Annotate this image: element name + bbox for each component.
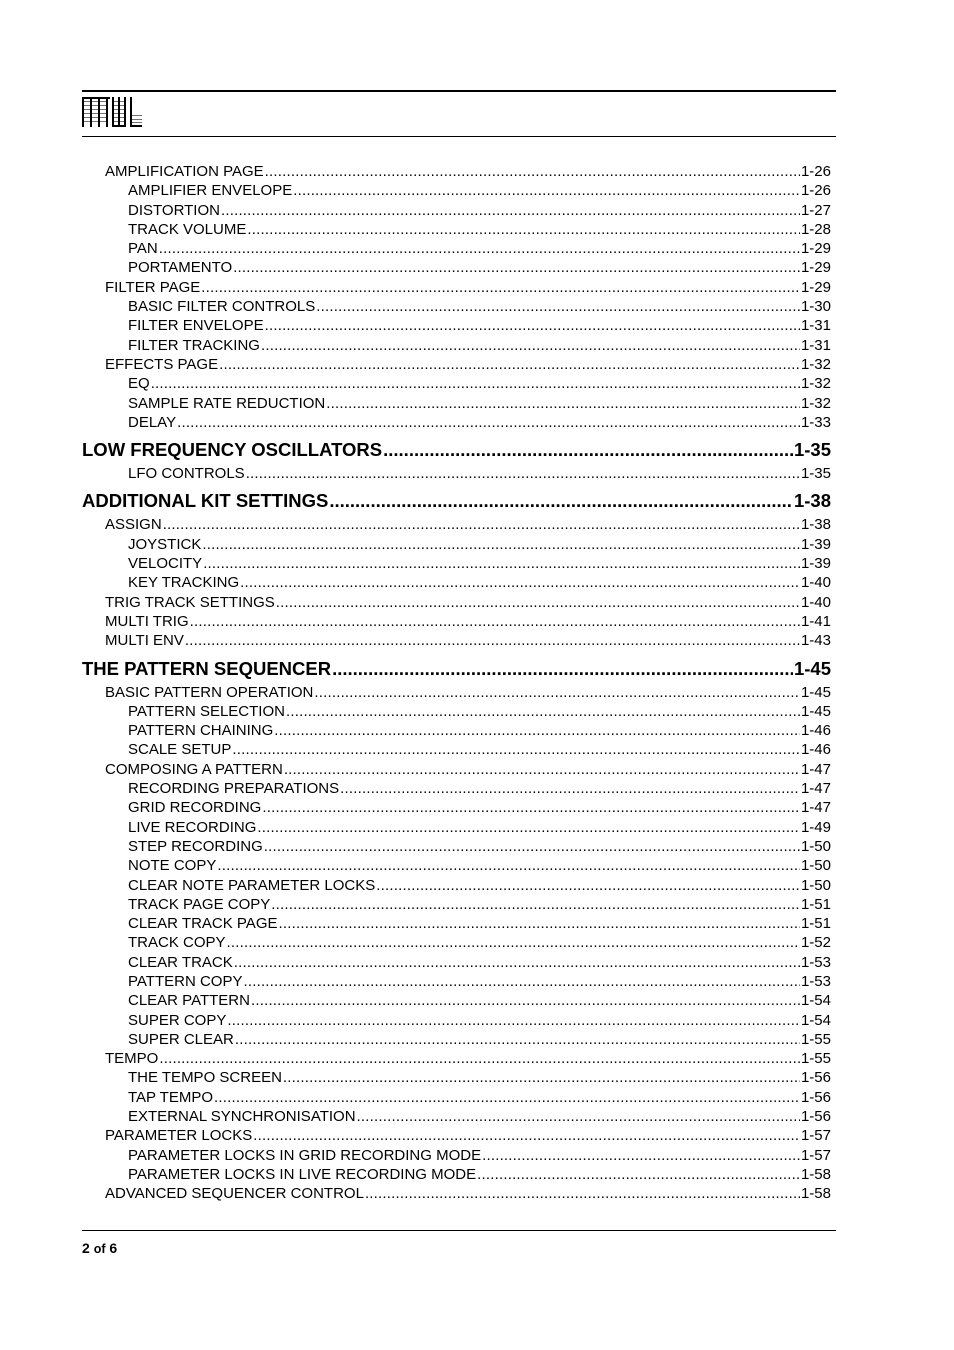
toc-entry-title: TAP TEMPO [128, 1088, 214, 1106]
toc-entry-title: BASIC PATTERN OPERATION [105, 683, 314, 701]
toc-dot-leader [190, 612, 800, 631]
toc-dot-leader [214, 1088, 800, 1107]
toc-entry[interactable] [82, 278, 831, 297]
toc-entry-page: 1-50 [800, 876, 831, 894]
toc-entry-title: FILTER ENVELOPE [128, 317, 264, 335]
toc-entry[interactable] [82, 991, 831, 1010]
toc-entry[interactable] [82, 1184, 831, 1203]
toc-entry-page: 1-39 [800, 535, 831, 553]
toc-entry[interactable] [82, 297, 831, 316]
toc-entry-title: SAMPLE RATE REDUCTION [128, 394, 326, 412]
toc-entry-page: 1-56 [800, 1069, 831, 1087]
page-total: 6 [109, 1240, 118, 1256]
toc-entry-page: 1-50 [800, 837, 831, 855]
toc-entry-title: CLEAR TRACK [128, 953, 233, 971]
header-rule-top [82, 90, 836, 92]
header-rule-bottom [82, 136, 836, 137]
toc-entry-page: 1-47 [800, 780, 831, 798]
toc-entry[interactable] [82, 702, 831, 721]
toc-entry-title: KEY TRACKING [128, 574, 240, 592]
toc-dot-leader [314, 683, 800, 702]
toc-dot-leader [383, 435, 793, 464]
toc-entry[interactable] [82, 593, 831, 612]
toc-dot-leader [227, 1011, 800, 1030]
toc-dot-leader [329, 486, 793, 515]
toc-entry-title: PORTAMENTO [128, 259, 233, 277]
toc-entry-title: FILTER TRACKING [128, 336, 260, 354]
toc-entry-title: PATTERN SELECTION [128, 702, 285, 720]
toc-entry[interactable] [82, 162, 831, 181]
toc-entry-title: SCALE SETUP [128, 741, 232, 759]
toc-entry-page: 1-33 [800, 413, 831, 431]
toc-entry-title: TRIG TRACK SETTINGS [105, 593, 275, 611]
toc-dot-leader [221, 201, 800, 220]
toc-entry[interactable] [82, 1088, 831, 1107]
toc-entry[interactable] [82, 374, 831, 393]
toc-entry-title: LIVE RECORDING [128, 818, 257, 836]
toc-entry-page: 1-38 [793, 490, 831, 512]
toc-entry[interactable] [82, 1049, 831, 1068]
toc-dot-leader [264, 837, 800, 856]
toc-entry-title: SUPER COPY [128, 1011, 227, 1029]
toc-dot-leader [247, 220, 800, 239]
toc-entry[interactable] [82, 336, 831, 355]
toc-dot-leader [279, 914, 800, 933]
toc-entry-page: 1-45 [800, 702, 831, 720]
toc-dot-leader [251, 991, 800, 1010]
toc-entry-page: 1-31 [800, 336, 831, 354]
toc-entry-title: TRACK PAGE COPY [128, 895, 271, 913]
toc-entry-title: PATTERN COPY [128, 972, 243, 990]
toc-entry[interactable] [82, 1068, 831, 1087]
toc-entry[interactable] [82, 972, 831, 991]
toc-dot-leader [477, 1165, 800, 1184]
toc-entry-page: 1-58 [800, 1185, 831, 1203]
toc-entry-title: FILTER PAGE [105, 278, 201, 296]
toc-dot-leader [177, 413, 800, 432]
toc-entry-page: 1-55 [800, 1030, 831, 1048]
toc-entry-title: MULTI TRIG [105, 612, 189, 630]
toc-dot-leader [357, 1107, 800, 1126]
toc-entry-page: 1-57 [800, 1146, 831, 1164]
toc-entry-page: 1-54 [800, 1011, 831, 1029]
toc-entry-page: 1-29 [800, 259, 831, 277]
toc-dot-leader [203, 554, 800, 573]
toc-entry-title: DELAY [128, 413, 177, 431]
toc-dot-leader [240, 573, 800, 592]
toc-entry-title: TRACK VOLUME [128, 220, 247, 238]
toc-entry[interactable] [82, 721, 831, 740]
toc-entry-title: ADVANCED SEQUENCER CONTROL [105, 1185, 364, 1203]
toc-entry-page: 1-29 [800, 278, 831, 296]
toc-dot-leader [246, 464, 800, 483]
toc-dot-leader [316, 297, 800, 316]
toc-entry-title: PARAMETER LOCKS IN GRID RECORDING MODE [128, 1146, 482, 1164]
toc-entry-title: THE TEMPO SCREEN [128, 1069, 282, 1087]
toc-entry-title: JOYSTICK [128, 535, 202, 553]
toc-entry[interactable] [82, 876, 831, 895]
toc-entry-title: THE PATTERN SEQUENCER [82, 657, 332, 679]
toc-entry-title: AMPLIFICATION PAGE [105, 163, 264, 180]
brand-logo-icon [82, 97, 142, 127]
toc-entry[interactable] [82, 837, 831, 856]
toc-entry[interactable] [82, 413, 831, 432]
footer-rule [82, 1230, 836, 1231]
page-current: 2 [82, 1240, 90, 1256]
toc-entry[interactable] [82, 631, 831, 650]
toc-dot-leader [253, 1126, 800, 1145]
toc-entry-page: 1-47 [800, 799, 831, 817]
toc-dot-leader [284, 760, 800, 779]
toc-entry-page: 1-39 [800, 555, 831, 573]
toc-dot-leader [332, 654, 793, 683]
toc-entry-title: BASIC FILTER CONTROLS [128, 298, 316, 316]
toc-entry-title: TRACK COPY [128, 934, 226, 952]
toc-entry-page: 1-58 [800, 1165, 831, 1183]
toc-entry-page: 1-41 [800, 612, 831, 630]
toc-entry-title: EXTERNAL SYNCHRONISATION [128, 1108, 356, 1126]
toc-entry[interactable] [82, 933, 831, 952]
toc-dot-leader [202, 535, 800, 554]
toc-entry[interactable] [82, 554, 831, 573]
toc-entry[interactable] [82, 1107, 831, 1126]
toc-dot-leader [262, 798, 800, 817]
toc-dot-leader [257, 818, 800, 837]
toc-entry-page: 1-27 [800, 201, 831, 219]
toc-entry-title: PARAMETER LOCKS [105, 1127, 253, 1145]
toc-entry[interactable] [82, 239, 831, 258]
toc-entry[interactable] [82, 779, 831, 798]
toc-entry-page: 1-30 [800, 298, 831, 316]
toc-entry-title: EFFECTS PAGE [105, 355, 219, 373]
toc-entry-title: PATTERN CHAINING [128, 722, 274, 740]
toc-dot-leader [227, 933, 800, 952]
toc-entry-page: 1-40 [800, 593, 831, 611]
toc-dot-leader [243, 972, 800, 991]
table-of-contents [82, 162, 831, 1204]
toc-entry-page: 1-32 [800, 375, 831, 393]
toc-entry-page: 1-26 [800, 163, 831, 180]
toc-entry-title: SUPER CLEAR [128, 1030, 234, 1048]
toc-dot-leader [274, 721, 800, 740]
toc-entry-page: 1-45 [800, 683, 831, 701]
toc-dot-leader [283, 1068, 800, 1087]
toc-entry[interactable] [82, 1126, 831, 1145]
toc-entry-title: NOTE COPY [128, 857, 217, 875]
toc-entry[interactable] [82, 220, 831, 239]
toc-entry-title: GRID RECORDING [128, 799, 262, 817]
toc-entry-title: PARAMETER LOCKS IN LIVE RECORDING MODE [128, 1165, 477, 1183]
toc-entry[interactable] [82, 740, 831, 759]
toc-dot-leader [265, 162, 800, 181]
toc-entry[interactable] [82, 258, 831, 277]
toc-dot-leader [185, 631, 800, 650]
toc-entry-page: 1-29 [800, 240, 831, 258]
toc-entry[interactable] [82, 953, 831, 972]
toc-entry-page: 1-40 [800, 574, 831, 592]
toc-dot-leader [233, 258, 800, 277]
toc-entry-page: 1-47 [800, 760, 831, 778]
toc-entry[interactable] [82, 856, 831, 875]
toc-entry-page: 1-46 [800, 741, 831, 759]
toc-entry[interactable] [82, 895, 831, 914]
toc-entry-page: 1-55 [800, 1050, 831, 1068]
toc-dot-leader [261, 336, 800, 355]
toc-entry-page: 1-53 [800, 972, 831, 990]
toc-entry-title: VELOCITY [128, 555, 203, 573]
toc-entry[interactable] [82, 914, 831, 933]
toc-dot-leader [276, 593, 800, 612]
toc-entry[interactable] [82, 1165, 831, 1184]
toc-entry[interactable] [82, 181, 831, 200]
toc-entry[interactable] [82, 1030, 831, 1049]
toc-entry-page: 1-56 [800, 1088, 831, 1106]
toc-entry-title: EQ [128, 375, 150, 393]
toc-dot-leader [326, 394, 800, 413]
toc-chapter-entry[interactable] [82, 435, 831, 464]
toc-dot-leader [365, 1184, 800, 1203]
toc-entry-title: ASSIGN [105, 516, 162, 534]
toc-dot-leader [234, 953, 800, 972]
toc-dot-leader [235, 1030, 800, 1049]
toc-entry-title: RECORDING PREPARATIONS [128, 780, 340, 798]
toc-dot-leader [271, 895, 800, 914]
toc-entry[interactable] [82, 515, 831, 534]
toc-entry-page: 1-57 [800, 1127, 831, 1145]
toc-entry[interactable] [82, 760, 831, 779]
toc-chapter-entry[interactable] [82, 486, 831, 515]
toc-entry-page: 1-46 [800, 722, 831, 740]
toc-dot-leader [286, 702, 800, 721]
toc-dot-leader [159, 1049, 800, 1068]
toc-entry-title: PAN [128, 240, 158, 258]
toc-entry-page: 1-56 [800, 1108, 831, 1126]
page-of: of [93, 1242, 106, 1256]
toc-entry-title: AMPLIFIER ENVELOPE [128, 182, 293, 200]
toc-entry[interactable] [82, 355, 831, 374]
toc-entry-title: DISTORTION [128, 201, 220, 219]
toc-entry[interactable] [82, 201, 831, 220]
toc-entry[interactable] [82, 573, 831, 592]
toc-dot-leader [163, 515, 800, 534]
toc-entry-title: CLEAR PATTERN [128, 992, 250, 1010]
toc-dot-leader [219, 355, 800, 374]
toc-entry-title: LOW FREQUENCY OSCILLATORS [82, 439, 383, 461]
toc-entry-title: STEP RECORDING [128, 837, 263, 855]
toc-entry-page: 1-28 [800, 220, 831, 238]
toc-dot-leader [217, 856, 800, 875]
toc-dot-leader [340, 779, 800, 798]
toc-entry-page: 1-45 [793, 657, 831, 679]
toc-entry-page: 1-52 [800, 934, 831, 952]
toc-entry-title: LFO CONTROLS [128, 465, 245, 483]
toc-entry-page: 1-31 [800, 317, 831, 335]
toc-entry-page: 1-26 [800, 182, 831, 200]
toc-entry[interactable] [82, 394, 831, 413]
toc-entry-page: 1-51 [800, 895, 831, 913]
toc-entry-page: 1-35 [793, 439, 831, 461]
toc-entry-title: COMPOSING A PATTERN [105, 760, 283, 778]
toc-dot-leader [376, 876, 800, 895]
toc-entry-page: 1-53 [800, 953, 831, 971]
toc-entry[interactable] [82, 818, 831, 837]
toc-entry[interactable] [82, 1146, 831, 1165]
toc-entry[interactable] [82, 535, 831, 554]
toc-dot-leader [293, 181, 800, 200]
toc-entry-title: TEMPO [105, 1050, 159, 1068]
toc-chapter-entry[interactable] [82, 654, 831, 683]
toc-entry-page: 1-54 [800, 992, 831, 1010]
toc-dot-leader [232, 740, 800, 759]
toc-entry-page: 1-51 [800, 915, 831, 933]
toc-entry[interactable] [82, 1011, 831, 1030]
toc-entry-title: MULTI ENV [105, 632, 184, 650]
toc-entry-page: 1-32 [800, 394, 831, 412]
page-number [82, 1240, 117, 1256]
toc-entry[interactable] [82, 683, 831, 702]
toc-entry[interactable] [82, 464, 831, 483]
toc-dot-leader [201, 278, 800, 297]
toc-dot-leader [482, 1146, 800, 1165]
toc-dot-leader [159, 239, 800, 258]
toc-entry[interactable] [82, 316, 831, 335]
toc-dot-leader [151, 374, 800, 393]
toc-entry[interactable] [82, 612, 831, 631]
toc-entry-title: CLEAR TRACK PAGE [128, 915, 278, 933]
toc-entry-page: 1-50 [800, 857, 831, 875]
toc-entry-page: 1-43 [800, 632, 831, 650]
toc-entry-page: 1-38 [800, 516, 831, 534]
toc-entry-page: 1-49 [800, 818, 831, 836]
toc-entry-page: 1-32 [800, 355, 831, 373]
toc-entry[interactable] [82, 798, 831, 817]
toc-entry-title: CLEAR NOTE PARAMETER LOCKS [128, 876, 376, 894]
toc-entry-page: 1-35 [800, 465, 831, 483]
toc-entry-title: ADDITIONAL KIT SETTINGS [82, 490, 329, 512]
toc-dot-leader [265, 316, 800, 335]
